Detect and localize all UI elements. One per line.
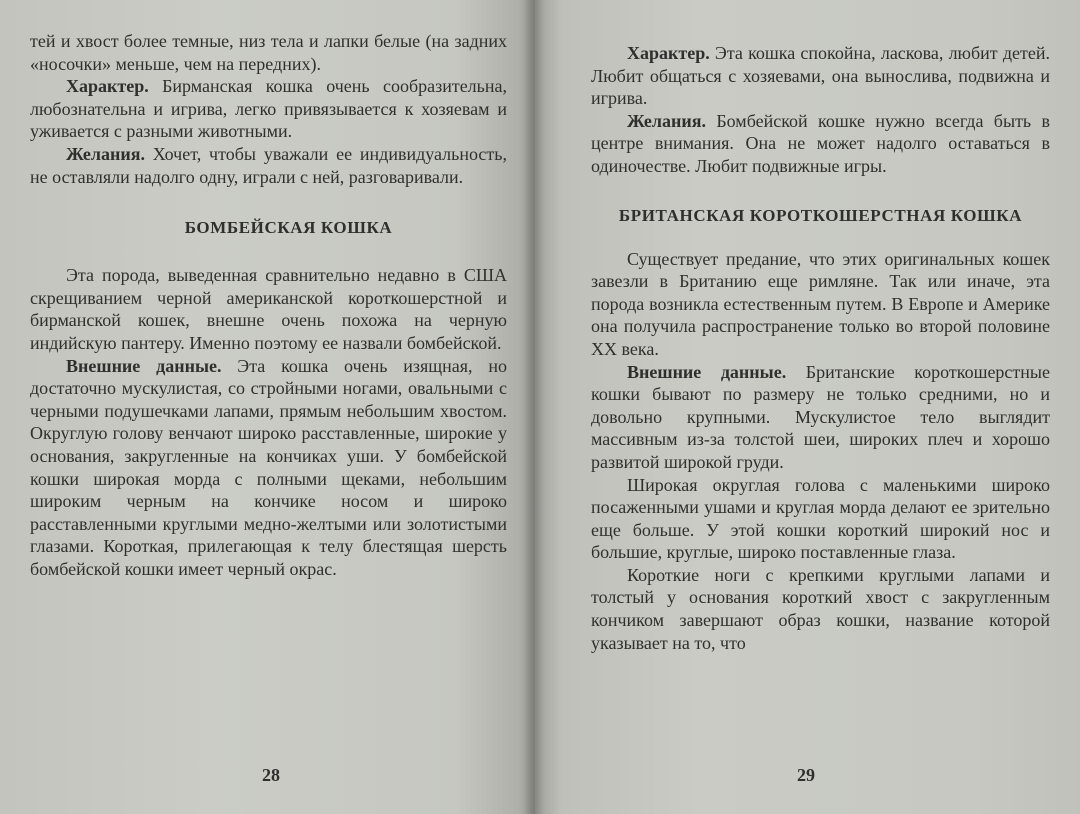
section-heading-bombay-cat: БОМБЕЙСКАЯ КОШКА — [184, 218, 393, 238]
paragraph-intro: Существует предание, что этих оригинальных кошек завезли в Британию еще римляне. Так или иначе, эта порода возникла естественным путем. В Европе и Америке она получила распространение только во второй половине XX века. — [591, 248, 1050, 359]
page-number: 29 — [797, 765, 815, 785]
section-heading-british-shorthair: БРИТАНСКАЯ КОРОТКОШЕРСТНАЯ КОШКА — [618, 205, 1023, 225]
paragraph-lead: Внешние данные. — [627, 361, 787, 382]
paragraph-intro: Эта порода, выведенная сравнительно недавно в США скрещиванием черной американской короткошерстной и бирманской кошек, внешне очень похожа на черную индийскую пантеру. Именно поэтому ее назвали бомбейской. — [30, 265, 507, 353]
paragraph-lead: Желания. — [66, 143, 145, 164]
paragraph-lead: Внешние данные. — [66, 355, 222, 376]
paragraph-head: Широкая округлая голова с маленькими широко посаженными ушами и круглая морда делают ее зрительно еще больше. У этой кошки короткий широкий нос и большие, круглые, широко поставленные глаза. — [591, 474, 1050, 563]
right-page — [535, 0, 1080, 814]
paragraph-desires: Желания. Хочет, чтобы уважали ее индивидуальность, не оставляли надолго одну, играли с ней, разговаривали. — [30, 143, 507, 187]
paragraph-appearance: Внешние данные. Британские короткошерстные кошки бывают по размеру не только средними, но и довольно крупными. Мускулистое тело выглядит массивным из-за толстой шеи, широких плеч и хорошо развитой широкой груди. — [591, 361, 1051, 472]
paragraph-character: Характер. Эта кошка спокойна, ласкова, любит детей. Любит общаться с хозяевами, она вынослива, подвижна и игрива. — [591, 43, 1050, 109]
paragraph-lead: Желания. — [627, 110, 706, 131]
paragraph-lead: Характер. — [627, 43, 710, 63]
paragraph-lead: Характер. — [66, 76, 149, 97]
paragraph-desires: Желания. Бомбейской кошке нужно всегда быть в центре внимания. Она не может надолго оставаться в одиночестве. Любит подвижные игры. — [591, 110, 1050, 176]
paragraph: тей и хвост более темные, низ тела и лапки белые (на задних «носочки» меньше, чем на передних). — [30, 31, 507, 74]
paragraph-appearance: Внешние данные. Эта кошка очень изящная, но достаточно мускулистая, со стройными ногами, овальными с черными подушечками лапами, прямым небольшим хвостом. Округлую голову венчают широко расставленные, широкие у основания, закругленные на кончиках уши. У бомбейской кошки широкая морда с полными щеками, небольшим широким черным на кончике носом и широко расставленными круглыми медно-желтыми или золотистыми глазами. Короткая, прилегающая к телу блестящая шерсть бомбейской кошки имеет черный окрас. — [30, 355, 507, 579]
paragraph-legs: Короткие ноги с крепкими круглыми лапами и толстый у основания короткий хвост с закругленным кончиком завершают образ кошки, название которой указывает на то, что — [591, 564, 1050, 653]
left-page — [0, 0, 535, 814]
page-number: 28 — [262, 765, 280, 785]
paragraph-character: Характер. Бирманская кошка очень сообразительна, любознательна и игрива, легко привязывается к хозяевам и уживается с разными животными. — [30, 76, 507, 142]
